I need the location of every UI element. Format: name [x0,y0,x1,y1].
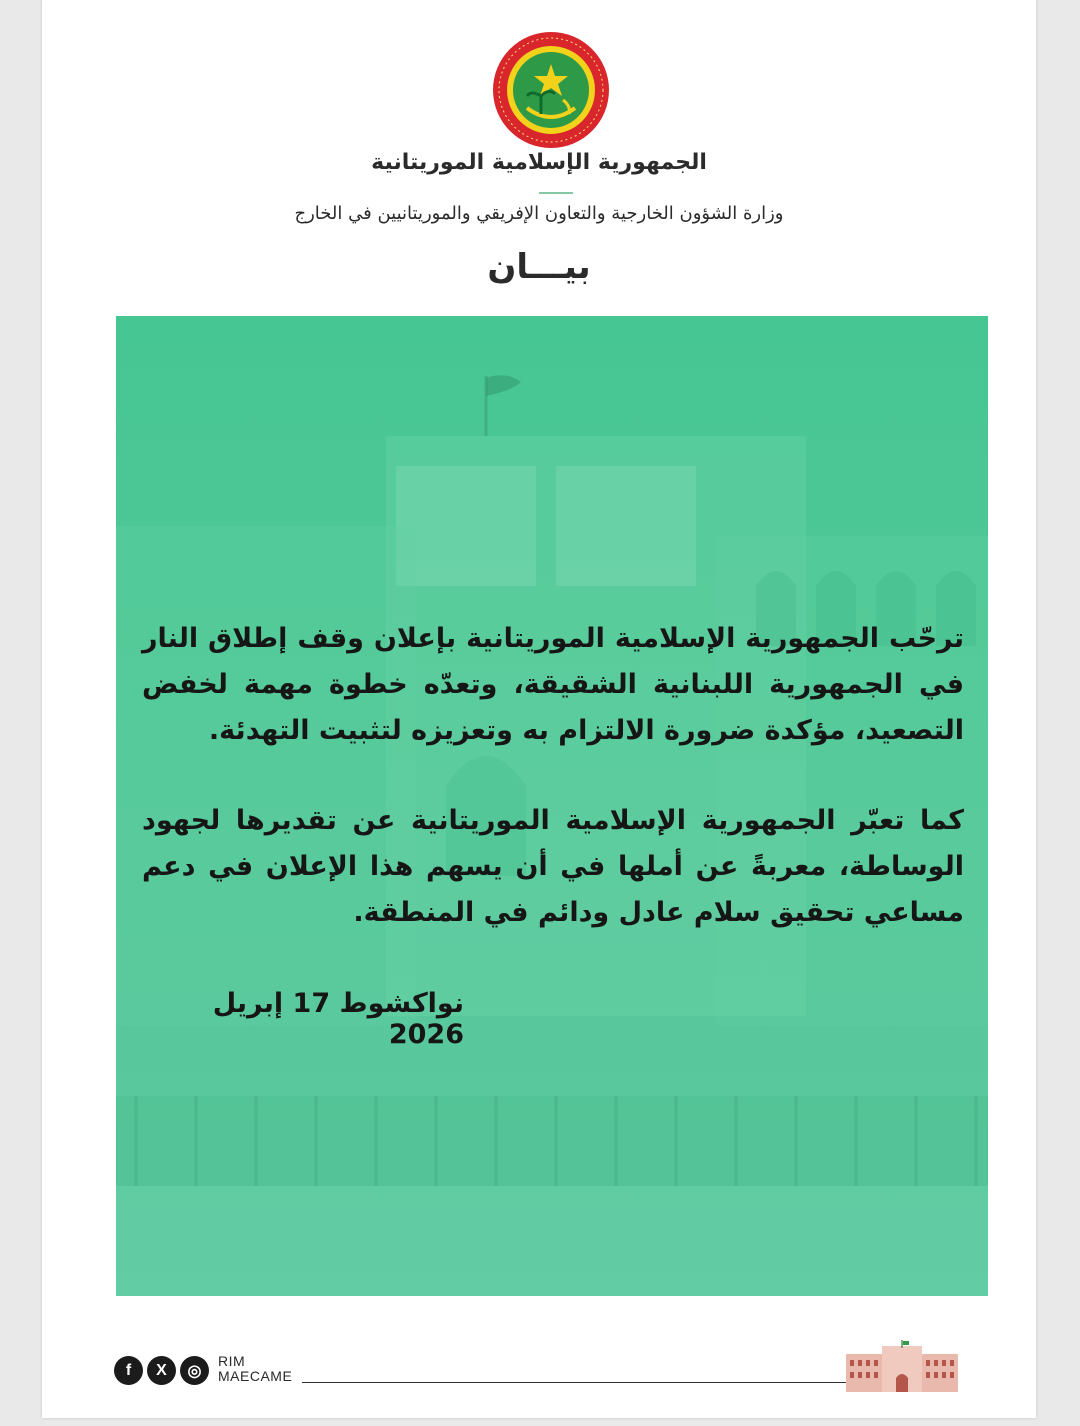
statement-panel [116,316,988,1296]
statement-body [142,616,964,980]
national-seal-icon [491,30,611,150]
statement-paragraph-2: كما تعبّر الجمهورية الإسلامية الموريتانية عن تقديرها لجهود الوساطة، معربةً عن أملها في أن يسهم هذا الإعلان في دعم مساعي تحقيق سلام عادل ودائم في المنطقة. [142,805,964,928]
social-handle [218,1354,292,1384]
handle-line-2: MAECAME [218,1368,293,1384]
building-icon [846,1340,958,1392]
social-links [114,1356,209,1385]
date-line: نواكشوط 17 إبريل 2026 [212,988,464,1050]
footer-rule [302,1382,872,1383]
statement-page [42,0,1036,1418]
statement-paragraph-1: ترحّب الجمهورية الإسلامية الموريتانية بإعلان وقف إطلاق النار في الجمهورية اللبنانية الشقيقة، وتعدّه خطوة مهمة لخفض التصعيد، مؤكدة ضرورة الالتزام به وتعزيزه لتثبيت التهدئة. [142,623,964,746]
footer [112,1352,902,1392]
header-divider [539,192,573,194]
ministry-name: وزارة الشؤون الخارجية والتعاون الإفريقي والموريتانيين في الخارج [294,203,784,224]
instagram-icon[interactable]: ◎ [180,1356,209,1385]
document-title: بيـــان [487,247,591,287]
handle-line-1: RIM [218,1353,246,1369]
facebook-icon[interactable]: f [114,1356,143,1385]
country-title: الجمهورية الإسلامية الموريتانية [371,150,707,175]
x-icon[interactable]: X [147,1356,176,1385]
